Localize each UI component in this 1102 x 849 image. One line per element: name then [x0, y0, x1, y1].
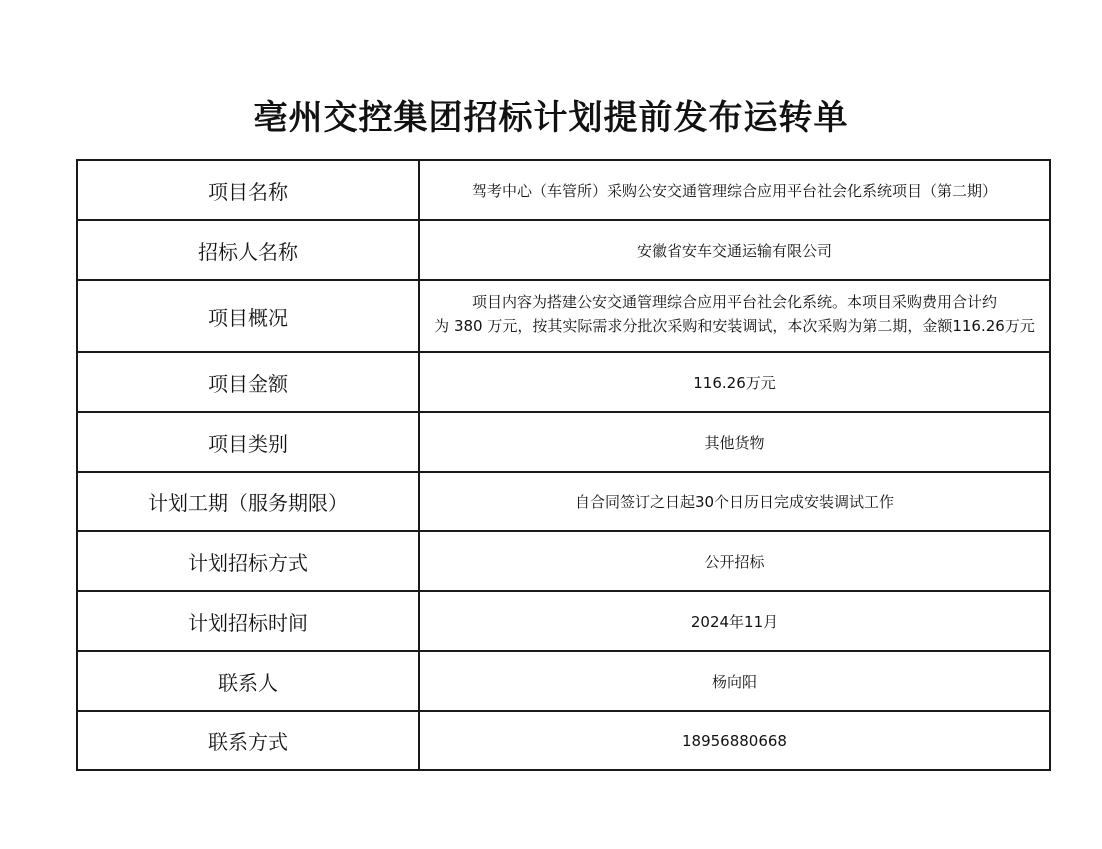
label-project-overview: 项目概况 — [77, 280, 419, 352]
overview-line-1: 项目内容为搭建公安交通管理综合应用平台社会化系统。本项目采购费用合计约 — [471, 293, 997, 311]
table-row-project-overview — [77, 280, 1050, 352]
transfer-form-table — [76, 159, 1051, 771]
page-title: 亳州交控集团招标计划提前发布运转单 — [253, 98, 849, 138]
label-tender-time: 计划招标时间 — [77, 591, 419, 651]
table-row-tenderer-name — [77, 220, 1050, 280]
value-contact-info: 18956880668 — [419, 711, 1050, 770]
value-project-overview — [419, 280, 1050, 352]
label-contact-info: 联系方式 — [77, 711, 419, 770]
table-row-tender-time — [77, 591, 1050, 651]
table-row-contact-info — [77, 711, 1050, 770]
label-contact-person: 联系人 — [77, 651, 419, 711]
value-tender-time: 2024年11月 — [419, 591, 1050, 651]
table-row-planned-duration — [77, 472, 1050, 531]
table-row-project-name — [77, 160, 1050, 220]
table-row-project-amount — [77, 352, 1050, 412]
label-planned-duration: 计划工期（服务期限） — [77, 472, 419, 531]
label-tenderer-name: 招标人名称 — [77, 220, 419, 280]
label-tender-method: 计划招标方式 — [77, 531, 419, 591]
label-project-amount: 项目金额 — [77, 352, 419, 412]
value-tenderer-name: 安徽省安车交通运输有限公司 — [419, 220, 1050, 280]
value-contact-person: 杨向阳 — [419, 651, 1050, 711]
value-tender-method: 公开招标 — [419, 531, 1050, 591]
table-row-project-category — [77, 412, 1050, 472]
table-row-contact-person — [77, 651, 1050, 711]
value-project-amount: 116.26万元 — [419, 352, 1050, 412]
table-row-tender-method — [77, 531, 1050, 591]
value-planned-duration: 自合同签订之日起30个日历日完成安装调试工作 — [419, 472, 1050, 531]
value-project-category: 其他货物 — [419, 412, 1050, 472]
value-project-name: 驾考中心（车管所）采购公安交通管理综合应用平台社会化系统项目（第二期） — [419, 160, 1050, 220]
label-project-name: 项目名称 — [77, 160, 419, 220]
label-project-category: 项目类别 — [77, 412, 419, 472]
overview-line-2: 为 380 万元，按其实际需求分批次采购和安装调试，本次采购为第二期，金额116.26万元 — [434, 317, 1035, 335]
